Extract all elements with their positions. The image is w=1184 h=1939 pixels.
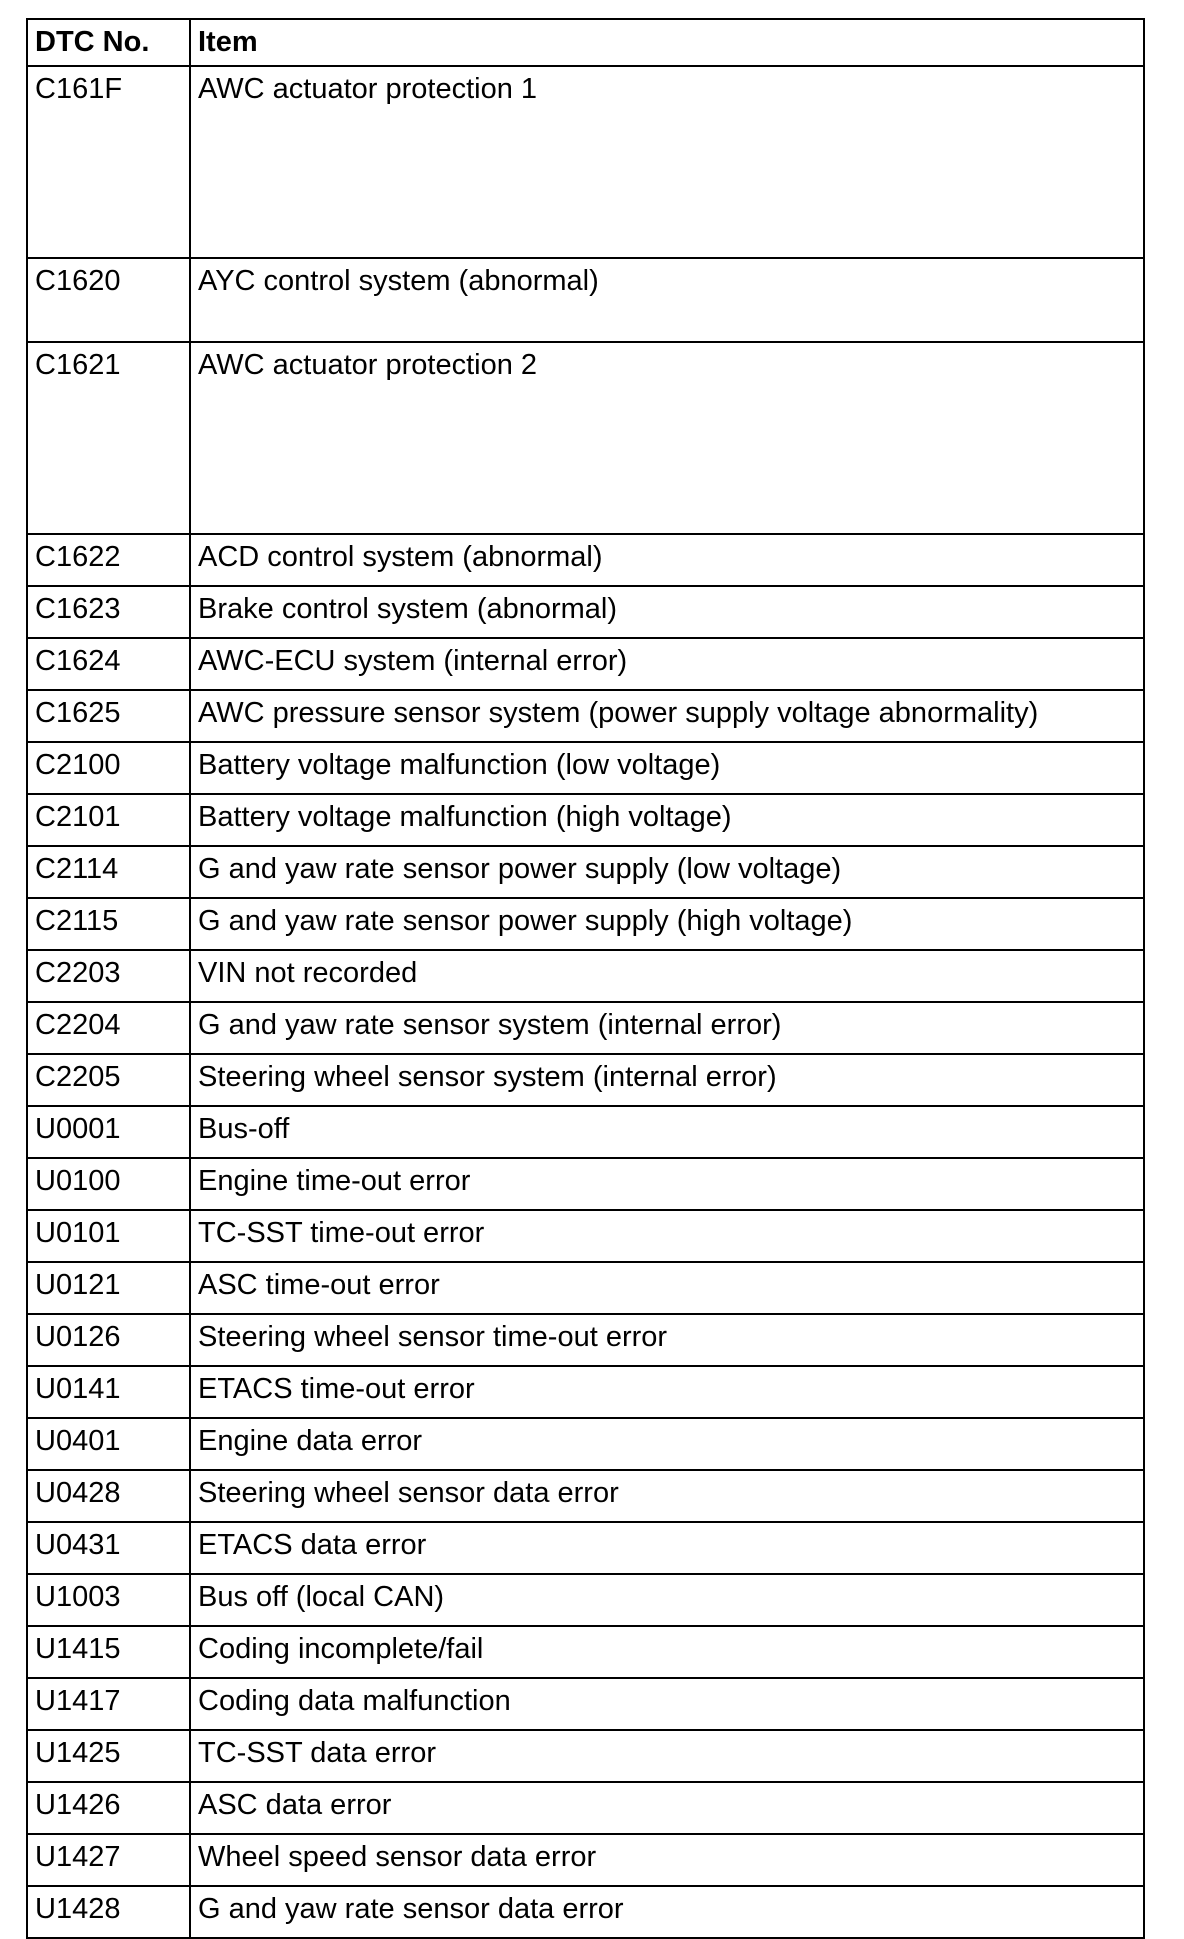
dtc-item-cell: Coding data malfunction bbox=[190, 1678, 1144, 1730]
table-row bbox=[27, 794, 1144, 846]
dtc-item-cell: Brake control system (abnormal) bbox=[190, 586, 1144, 638]
dtc-item-cell: Bus-off bbox=[190, 1106, 1144, 1158]
table-row bbox=[27, 690, 1144, 742]
dtc-item-cell: ETACS data error bbox=[190, 1522, 1144, 1574]
dtc-item-cell: Engine time-out error bbox=[190, 1158, 1144, 1210]
dtc-code-cell: U0401 bbox=[27, 1418, 190, 1470]
item-header: Item bbox=[190, 19, 1144, 66]
dtc-item-cell: Battery voltage malfunction (high voltage) bbox=[190, 794, 1144, 846]
dtc-code-cell: U0431 bbox=[27, 1522, 190, 1574]
dtc-code-cell: U1425 bbox=[27, 1730, 190, 1782]
dtc-code-cell: C1624 bbox=[27, 638, 190, 690]
table-row bbox=[27, 950, 1144, 1002]
dtc-code-cell: U0101 bbox=[27, 1210, 190, 1262]
table-row bbox=[27, 1314, 1144, 1366]
table-row bbox=[27, 1210, 1144, 1262]
table-row bbox=[27, 1730, 1144, 1782]
dtc-code-cell: U1415 bbox=[27, 1626, 190, 1678]
dtc-code-cell: U0100 bbox=[27, 1158, 190, 1210]
table-row bbox=[27, 1366, 1144, 1418]
table-row bbox=[27, 1054, 1144, 1106]
dtc-code-cell: C2115 bbox=[27, 898, 190, 950]
table-row bbox=[27, 1418, 1144, 1470]
table-row bbox=[27, 1886, 1144, 1938]
table-row bbox=[27, 1470, 1144, 1522]
table-row bbox=[27, 1678, 1144, 1730]
dtc-item-cell: G and yaw rate sensor power supply (high voltage) bbox=[190, 898, 1144, 950]
dtc-code-cell: C1620 bbox=[27, 258, 190, 342]
dtc-code-cell: C2204 bbox=[27, 1002, 190, 1054]
dtc-no-header: DTC No. bbox=[27, 19, 190, 66]
table-row bbox=[27, 742, 1144, 794]
table-row bbox=[27, 1262, 1144, 1314]
dtc-item-cell: Coding incomplete/fail bbox=[190, 1626, 1144, 1678]
dtc-item-cell: G and yaw rate sensor power supply (low voltage) bbox=[190, 846, 1144, 898]
table-row bbox=[27, 846, 1144, 898]
dtc-item-cell: AWC actuator protection 2 bbox=[190, 342, 1144, 534]
dtc-item-cell: G and yaw rate sensor system (internal error) bbox=[190, 1002, 1144, 1054]
table-row bbox=[27, 1002, 1144, 1054]
dtc-item-cell: TC-SST time-out error bbox=[190, 1210, 1144, 1262]
dtc-item-cell: Steering wheel sensor time-out error bbox=[190, 1314, 1144, 1366]
dtc-code-cell: C1622 bbox=[27, 534, 190, 586]
dtc-code-cell: C2100 bbox=[27, 742, 190, 794]
dtc-code-cell: U0428 bbox=[27, 1470, 190, 1522]
dtc-table bbox=[26, 18, 1145, 1939]
table-row bbox=[27, 1522, 1144, 1574]
dtc-code-cell: U1427 bbox=[27, 1834, 190, 1886]
dtc-code-cell: U1417 bbox=[27, 1678, 190, 1730]
dtc-item-cell: Wheel speed sensor data error bbox=[190, 1834, 1144, 1886]
table-row bbox=[27, 1106, 1144, 1158]
dtc-item-cell: AWC actuator protection 1 bbox=[190, 66, 1144, 258]
table-row bbox=[27, 638, 1144, 690]
dtc-code-cell: C2101 bbox=[27, 794, 190, 846]
dtc-code-cell: C1621 bbox=[27, 342, 190, 534]
dtc-code-cell: C161F bbox=[27, 66, 190, 258]
dtc-item-cell: VIN not recorded bbox=[190, 950, 1144, 1002]
dtc-code-cell: U0141 bbox=[27, 1366, 190, 1418]
dtc-item-cell: ASC data error bbox=[190, 1782, 1144, 1834]
dtc-item-cell: ACD control system (abnormal) bbox=[190, 534, 1144, 586]
dtc-code-cell: C1625 bbox=[27, 690, 190, 742]
dtc-code-cell: U1428 bbox=[27, 1886, 190, 1938]
table-row bbox=[27, 342, 1144, 534]
dtc-item-cell: Steering wheel sensor system (internal error) bbox=[190, 1054, 1144, 1106]
dtc-code-cell: U0121 bbox=[27, 1262, 190, 1314]
dtc-item-cell: G and yaw rate sensor data error bbox=[190, 1886, 1144, 1938]
dtc-item-cell: Bus off (local CAN) bbox=[190, 1574, 1144, 1626]
table-row bbox=[27, 66, 1144, 258]
dtc-code-cell: U0126 bbox=[27, 1314, 190, 1366]
table-row bbox=[27, 1158, 1144, 1210]
dtc-code-cell: C2114 bbox=[27, 846, 190, 898]
table-row bbox=[27, 258, 1144, 342]
dtc-code-cell: C2205 bbox=[27, 1054, 190, 1106]
table-row bbox=[27, 1574, 1144, 1626]
table-row bbox=[27, 586, 1144, 638]
dtc-code-cell: U1003 bbox=[27, 1574, 190, 1626]
dtc-item-cell: Engine data error bbox=[190, 1418, 1144, 1470]
table-body bbox=[27, 66, 1144, 1938]
dtc-item-cell: TC-SST data error bbox=[190, 1730, 1144, 1782]
dtc-item-cell: ETACS time-out error bbox=[190, 1366, 1144, 1418]
table-row bbox=[27, 534, 1144, 586]
dtc-item-cell: ASC time-out error bbox=[190, 1262, 1144, 1314]
dtc-item-cell: AYC control system (abnormal) bbox=[190, 258, 1144, 342]
dtc-item-cell: AWC pressure sensor system (power supply voltage abnormality) bbox=[190, 690, 1144, 742]
table-row bbox=[27, 1626, 1144, 1678]
table-header-row bbox=[27, 19, 1144, 66]
dtc-code-cell: U1426 bbox=[27, 1782, 190, 1834]
dtc-item-cell: AWC-ECU system (internal error) bbox=[190, 638, 1144, 690]
dtc-code-cell: C2203 bbox=[27, 950, 190, 1002]
table-row bbox=[27, 1834, 1144, 1886]
dtc-code-cell: C1623 bbox=[27, 586, 190, 638]
table-row bbox=[27, 898, 1144, 950]
dtc-item-cell: Battery voltage malfunction (low voltage) bbox=[190, 742, 1144, 794]
table-row bbox=[27, 1782, 1144, 1834]
dtc-item-cell: Steering wheel sensor data error bbox=[190, 1470, 1144, 1522]
dtc-code-cell: U0001 bbox=[27, 1106, 190, 1158]
